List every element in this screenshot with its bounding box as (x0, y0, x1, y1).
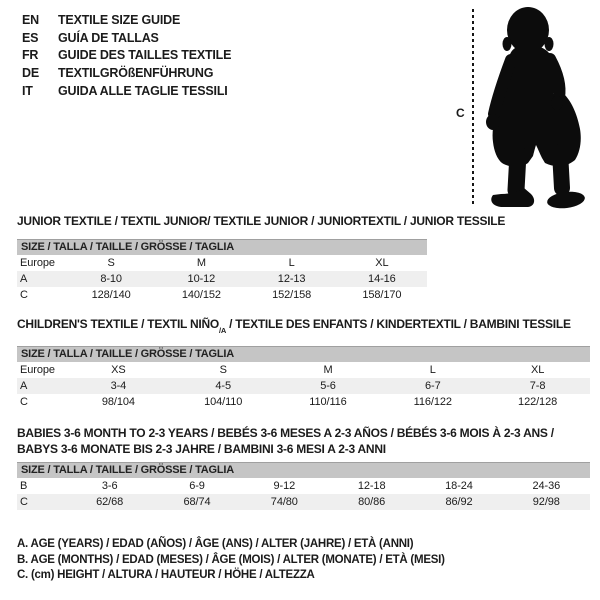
size-header-bar: SIZE / TALLA / TAILLE / GRÖSSE / TAGLIA (17, 462, 590, 478)
children-size-table (17, 346, 590, 410)
table-row (17, 478, 590, 494)
table-cell: 24-36 (532, 480, 561, 492)
footnote-b: B. AGE (MONTHS) / EDAD (MESES) / ÂGE (MOIS) / ALTER (MONATE) / ETÀ (MESI) (17, 553, 445, 566)
row-label: C (20, 289, 28, 301)
table-cell: S (219, 364, 227, 376)
guide-title: GUÍA DE TALLAS (58, 30, 159, 45)
table-row (17, 287, 427, 303)
children-section-title (17, 317, 571, 337)
table-row (17, 271, 427, 287)
table-cell: 3-4 (110, 380, 127, 392)
table-cell: 8-10 (100, 273, 122, 285)
table-cell: XL (530, 364, 545, 376)
table-cell: 158/170 (362, 289, 402, 301)
table-cell: 116/122 (413, 396, 452, 408)
table-cell: 62/68 (96, 496, 124, 508)
table-cell: 152/158 (272, 289, 312, 301)
language-row-fr (22, 47, 231, 65)
babies-title-line1: BABIES 3-6 MONTH TO 2-3 YEARS / BEBÉS 3-6 MESES A 2-3 AÑOS / BÉBÉS 3-6 MOIS À 2-3 ANS / (17, 426, 554, 440)
children-title-subscript: /A (218, 326, 226, 336)
table-cell: 6-9 (189, 480, 205, 492)
children-title-text: / TEXTILE DES ENFANTS / KINDERTEXTIL / BAMBINI TESSILE (225, 317, 571, 331)
table-cell: 92/98 (532, 496, 560, 508)
guide-title: GUIDA ALLE TAGLIE TESSILI (58, 83, 228, 98)
table-cell: 140/152 (181, 289, 221, 301)
table-cell: M (196, 257, 206, 269)
children-table-rows (17, 362, 590, 410)
table-cell: 5-6 (320, 380, 336, 392)
language-code: EN (22, 13, 39, 27)
size-header-bar: SIZE / TALLA / TAILLE / GRÖSSE / TAGLIA (17, 346, 590, 362)
row-label: Europe (20, 364, 55, 376)
language-row-en (22, 12, 231, 30)
row-label: Europe (20, 257, 55, 269)
language-code: ES (22, 30, 39, 45)
table-row (17, 255, 427, 271)
row-label: C (20, 496, 28, 508)
language-row-it (22, 83, 231, 101)
junior-table-rows (17, 255, 427, 303)
table-cell: 4-5 (215, 380, 231, 392)
table-cell: 12-13 (277, 273, 306, 285)
row-label: A (20, 380, 28, 392)
table-cell: 74/80 (270, 496, 298, 508)
table-cell: 6-7 (424, 380, 441, 392)
table-cell: 98/104 (101, 396, 135, 408)
table-cell: 10-12 (187, 273, 216, 285)
legend-footnotes (17, 537, 445, 584)
row-label: B (20, 480, 28, 492)
table-cell: 110/116 (309, 396, 347, 408)
table-cell: L (429, 364, 436, 376)
table-cell: 9-12 (273, 480, 296, 492)
table-cell: XS (111, 364, 126, 376)
babies-title-line2: BABYS 3-6 MONATE BIS 2-3 JAHRE / BAMBINI 3-6 MESI A 2-3 ANNI (17, 441, 386, 456)
babies-section-title (17, 426, 554, 457)
table-cell: 80/86 (358, 496, 386, 508)
table-cell: M (323, 364, 333, 376)
table-cell: 104/110 (204, 396, 243, 408)
children-title-text: CHILDREN'S TEXTILE / TEXTIL NIÑO (17, 317, 219, 331)
language-code: DE (22, 66, 39, 81)
table-cell: 86/92 (445, 496, 473, 508)
language-row-de (22, 65, 231, 83)
height-measure-dotted-line (472, 9, 474, 206)
row-label: A (20, 273, 28, 285)
junior-size-table (17, 239, 427, 303)
table-cell: 128/140 (91, 289, 131, 301)
table-cell: 68/74 (183, 496, 211, 508)
table-cell: 14-16 (368, 273, 396, 285)
height-measure-label: C (456, 106, 465, 120)
baby-silhouette-icon (484, 2, 600, 212)
language-title-list (22, 12, 231, 101)
table-cell: 122/128 (518, 396, 558, 408)
babies-size-table (17, 462, 590, 510)
table-row (17, 394, 590, 410)
table-cell: 7-8 (529, 380, 546, 392)
row-label: C (20, 396, 28, 408)
table-row (17, 494, 590, 510)
table-row (17, 362, 590, 378)
footnote-a: A. AGE (YEARS) / EDAD (AÑOS) / ÂGE (ANS) / ALTER (JAHRE) / ETÀ (ANNI) (17, 538, 414, 550)
guide-title: GUIDE DES TAILLES TEXTILE (58, 48, 232, 63)
table-cell: 18-24 (445, 480, 473, 492)
footnote-c: C. (cm) HEIGHT / ALTURA / HAUTEUR / HÖHE / ALTEZZA (17, 569, 315, 581)
table-row (17, 378, 590, 394)
language-row-es (22, 30, 231, 48)
table-cell: 12-18 (357, 480, 386, 492)
language-code: FR (22, 48, 39, 63)
guide-title: TEXTILE SIZE GUIDE (58, 13, 181, 27)
junior-section-title: JUNIOR TEXTILE / TEXTIL JUNIOR/ TEXTILE JUNIOR / JUNIORTEXTIL / JUNIOR TESSILE (17, 214, 506, 228)
babies-table-rows (17, 478, 590, 510)
table-cell: 3-6 (101, 480, 118, 492)
table-cell: XL (375, 257, 389, 269)
table-cell: S (107, 257, 115, 269)
language-code: IT (22, 83, 33, 98)
guide-title: TEXTILGRÖßENFÜHRUNG (58, 66, 214, 81)
table-cell: L (288, 257, 295, 269)
size-header-bar: SIZE / TALLA / TAILLE / GRÖSSE / TAGLIA (17, 239, 427, 255)
